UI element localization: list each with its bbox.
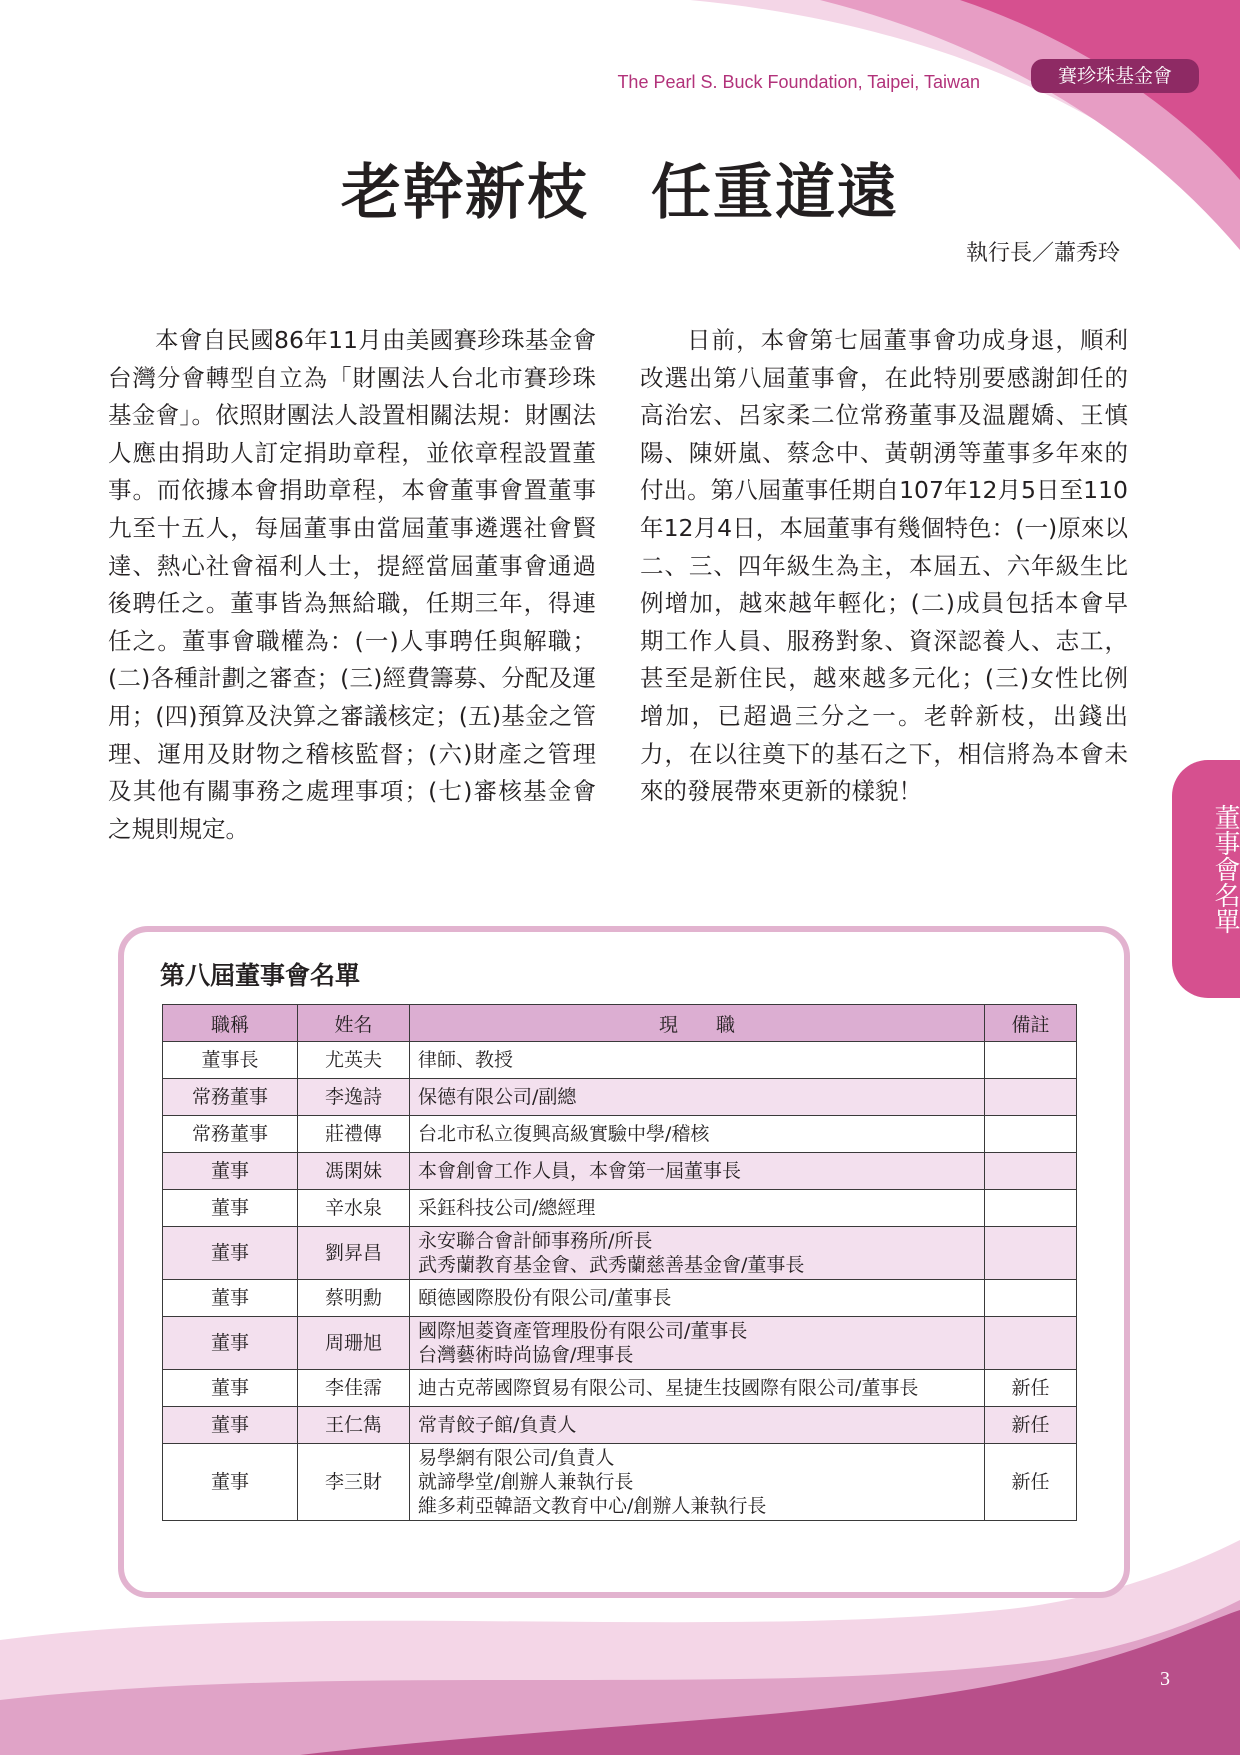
member-note: 新任 xyxy=(985,1407,1077,1444)
table-row xyxy=(163,1227,1077,1280)
member-title: 董事 xyxy=(163,1190,298,1227)
member-title: 董事 xyxy=(163,1444,298,1521)
member-note: 新任 xyxy=(985,1444,1077,1521)
section-side-tab xyxy=(1172,760,1240,998)
member-note: 新任 xyxy=(985,1370,1077,1407)
foundation-badge: 賽珍珠基金會 xyxy=(1031,59,1199,93)
table-row xyxy=(163,1042,1077,1079)
member-positions xyxy=(410,1042,985,1079)
member-positions xyxy=(410,1190,985,1227)
member-position: 台北市私立復興高級實驗中學/稽核 xyxy=(418,1123,710,1145)
member-name: 馮閑妹 xyxy=(298,1153,410,1190)
member-note xyxy=(985,1116,1077,1153)
member-title: 董事 xyxy=(163,1317,298,1370)
member-name: 周珊旭 xyxy=(298,1317,410,1370)
member-position: 常青餃子館/負責人 xyxy=(418,1414,577,1436)
member-note xyxy=(985,1042,1077,1079)
member-positions xyxy=(410,1317,985,1370)
table-row xyxy=(163,1190,1077,1227)
header-position: 現 職 xyxy=(410,1005,985,1042)
member-positions xyxy=(410,1407,985,1444)
member-note xyxy=(985,1227,1077,1280)
member-position: 易學網有限公司/負責人 xyxy=(418,1447,615,1469)
member-title: 常務董事 xyxy=(163,1079,298,1116)
table-row xyxy=(163,1280,1077,1317)
member-name: 蔡明勳 xyxy=(298,1280,410,1317)
side-tab-label: 董事會名單 xyxy=(1210,804,1240,934)
member-note xyxy=(985,1280,1077,1317)
member-positions xyxy=(410,1116,985,1153)
table-row xyxy=(163,1407,1077,1444)
member-title: 董事長 xyxy=(163,1042,298,1079)
member-note xyxy=(985,1190,1077,1227)
member-name: 辛水泉 xyxy=(298,1190,410,1227)
article-paragraph: 日前，本會第七屆董事會功成身退，順利改選出第八屆董事會，在此特別要感謝卸任的高治宏、呂家柔二位常務董事及温麗嬌、王慎陽、陳妍嵐、蔡念中、黃朝湧等董事多年來的付出。第八屆董事任期自107年12月5日至110年12月4日，本屆董事有幾個特色：(一)原來以二、三、四年級生為主，本屆五、六年級生比例增加，越來越年輕化；(二)成員包括本會早期工作人員、服務對象、資深認養人、志工，甚至是新住民，越來越多元化；(三)女性比例增加，已超過三分之一。老幹新枝，出錢出力，在以往奠下的基石之下，相信將為本會未來的發展帶來更新的樣貌！ xyxy=(640,326,1128,806)
board-list-title: 第八屆董事會名單 xyxy=(160,961,361,990)
member-position: 頤德國際股份有限公司/董事長 xyxy=(418,1287,672,1309)
member-title: 董事 xyxy=(163,1227,298,1280)
board-members-table xyxy=(162,1004,1077,1521)
table-row xyxy=(163,1116,1077,1153)
member-name: 莊禮傳 xyxy=(298,1116,410,1153)
member-position: 維多莉亞韓語文教育中心/創辦人兼執行長 xyxy=(418,1495,767,1517)
member-name: 王仁雋 xyxy=(298,1407,410,1444)
member-name: 劉昇昌 xyxy=(298,1227,410,1280)
member-title: 董事 xyxy=(163,1153,298,1190)
member-position: 迪古克蒂國際貿易有限公司、星捷生技國際有限公司/董事長 xyxy=(418,1377,919,1399)
member-position: 律師、教授 xyxy=(418,1049,514,1071)
member-name: 尤英夫 xyxy=(298,1042,410,1079)
member-position: 台灣藝術時尚協會/理事長 xyxy=(418,1344,634,1366)
table-body xyxy=(163,1042,1077,1521)
page-number: 3 xyxy=(1160,1668,1170,1690)
member-note xyxy=(985,1317,1077,1370)
member-positions xyxy=(410,1444,985,1521)
foundation-name-english: The Pearl S. Buck Foundation, Taipei, Taiwan xyxy=(617,72,980,92)
table-row xyxy=(163,1370,1077,1407)
member-positions xyxy=(410,1153,985,1190)
header-note: 備註 xyxy=(985,1005,1077,1042)
table-row xyxy=(163,1153,1077,1190)
table-header-row xyxy=(163,1005,1077,1042)
member-position: 永安聯合會計師事務所/所長 xyxy=(418,1230,653,1252)
article-paragraph: 本會自民國86年11月由美國賽珍珠基金會台灣分會轉型自立為「財團法人台北市賽珍珠基金會」。依照財團法人設置相關法規：財團法人應由捐助人訂定捐助章程，並依章程設置董事。而依據本會捐助章程，本會董事會置董事九至十五人，每屆董事由當屆董事遴選社會賢達、熱心社會福利人士，提經當屆董事會通過後聘任之。董事皆為無給職，任期三年，得連任之。董事會職權為：(一)人事聘任與解職；(二)各種計劃之審查；(三)經費籌募、分配及運用；(四)預算及決算之審議核定；(五)基金之管理、運用及財物之稽核監督；(六)財產之管理及其他有關事務之處理事項；(七)審核基金會之規則規定。 xyxy=(108,326,596,843)
table-row xyxy=(163,1444,1077,1521)
article-column-left xyxy=(108,322,596,848)
member-position: 國際旭菱資產管理股份有限公司/董事長 xyxy=(418,1320,748,1342)
member-positions xyxy=(410,1370,985,1407)
member-position: 本會創會工作人員，本會第一屆董事長 xyxy=(418,1160,742,1182)
member-title: 董事 xyxy=(163,1407,298,1444)
member-title: 董事 xyxy=(163,1370,298,1407)
article-author: 執行長／蕭秀玲 xyxy=(965,241,1120,266)
article-column-right xyxy=(640,322,1128,811)
member-position: 武秀蘭教育基金會、武秀蘭慈善基金會/董事長 xyxy=(418,1254,805,1276)
header-name: 姓名 xyxy=(298,1005,410,1042)
header-title: 職稱 xyxy=(163,1005,298,1042)
member-title: 董事 xyxy=(163,1280,298,1317)
member-name: 李三財 xyxy=(298,1444,410,1521)
member-positions xyxy=(410,1280,985,1317)
member-note xyxy=(985,1079,1077,1116)
member-position: 就諦學堂/創辦人兼執行長 xyxy=(418,1471,634,1493)
member-positions xyxy=(410,1079,985,1116)
table-row xyxy=(163,1317,1077,1370)
member-title: 常務董事 xyxy=(163,1116,298,1153)
member-position: 采鈺科技公司/總經理 xyxy=(418,1197,596,1219)
member-name: 李佳霈 xyxy=(298,1370,410,1407)
member-position: 保德有限公司/副總 xyxy=(418,1086,577,1108)
member-positions xyxy=(410,1227,985,1280)
member-name: 李逸詩 xyxy=(298,1079,410,1116)
member-note xyxy=(985,1153,1077,1190)
article-title: 老幹新枝 任重道遠 xyxy=(341,158,899,228)
table-row xyxy=(163,1079,1077,1116)
